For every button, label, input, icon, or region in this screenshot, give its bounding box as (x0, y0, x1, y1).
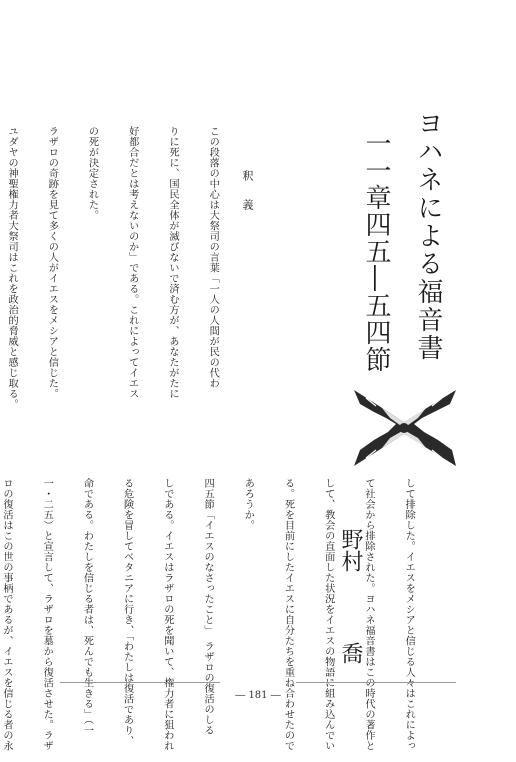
body-text-left (0, 126, 246, 536)
text-line: の死が決定された。 (86, 126, 98, 221)
text-line: この段落の中心は大祭司の言葉「一人の人間が民の代わ (207, 126, 219, 389)
text-line: りに死に、国民全体が滅びないで済む方が、あなたがたに (166, 126, 178, 399)
text-line: る危険を冒してベタニアに行き、「わたしは復活であり、 (121, 478, 133, 746)
text-line: 命である。わたしを信じる者は、死んでも生きる」（一 (81, 478, 93, 736)
author-name (336, 528, 364, 664)
text-line: 一・二五）と宣言して、ラザロを墓から復活させた。ラザ (41, 478, 53, 751)
text-line: ユダヤの神聖権力者大祭司はこれを政治的脅威と感じ取る。 (6, 126, 18, 410)
text-line: 四五節「イエスのなさったこと」 ラザロの復活のしる (202, 478, 214, 736)
footer-rule-left (60, 682, 220, 683)
text-line: て社会から排除された。ヨハネ福音書はこの時代の著作と (362, 478, 374, 751)
decorative-ornament-icon (352, 388, 458, 468)
text-line: しである。イエスはラザロの死を聞いて、権力者に狙われ (161, 478, 173, 751)
text-line: あろうか。 (242, 478, 254, 531)
footer-rule-right (296, 682, 456, 683)
text-line: る。死を目前にしたイエスに自分たちを重ね合わせたので (282, 478, 294, 751)
text-line: して排除した。イエスをメシアと信じる人々はこれによっ (403, 478, 415, 751)
section-heading-char-2: 義 (241, 199, 254, 210)
article-subtitle: 一一章四五―五四節 (361, 130, 391, 373)
text-line: して、教会の直面した状況をイエスの物語に組み込んでい (322, 478, 334, 751)
author-family-name: 野村 (338, 528, 363, 572)
section-heading-char-1: 釈 (241, 170, 254, 181)
text-line: 好都合だとは考えないのか」である。これによってイエス (126, 126, 138, 399)
page-number: ― 181 ― (235, 690, 281, 701)
text-line: ロの復活はこの世の事柄であるが、イエスを信じる者の永 (1, 478, 12, 751)
text-line: ラザロの奇跡を見て多くの人がイエスをメシアと信じた。 (46, 126, 58, 399)
article-title: ヨハネによる福音書 (413, 110, 443, 362)
author-given-name: 喬 (338, 642, 363, 664)
